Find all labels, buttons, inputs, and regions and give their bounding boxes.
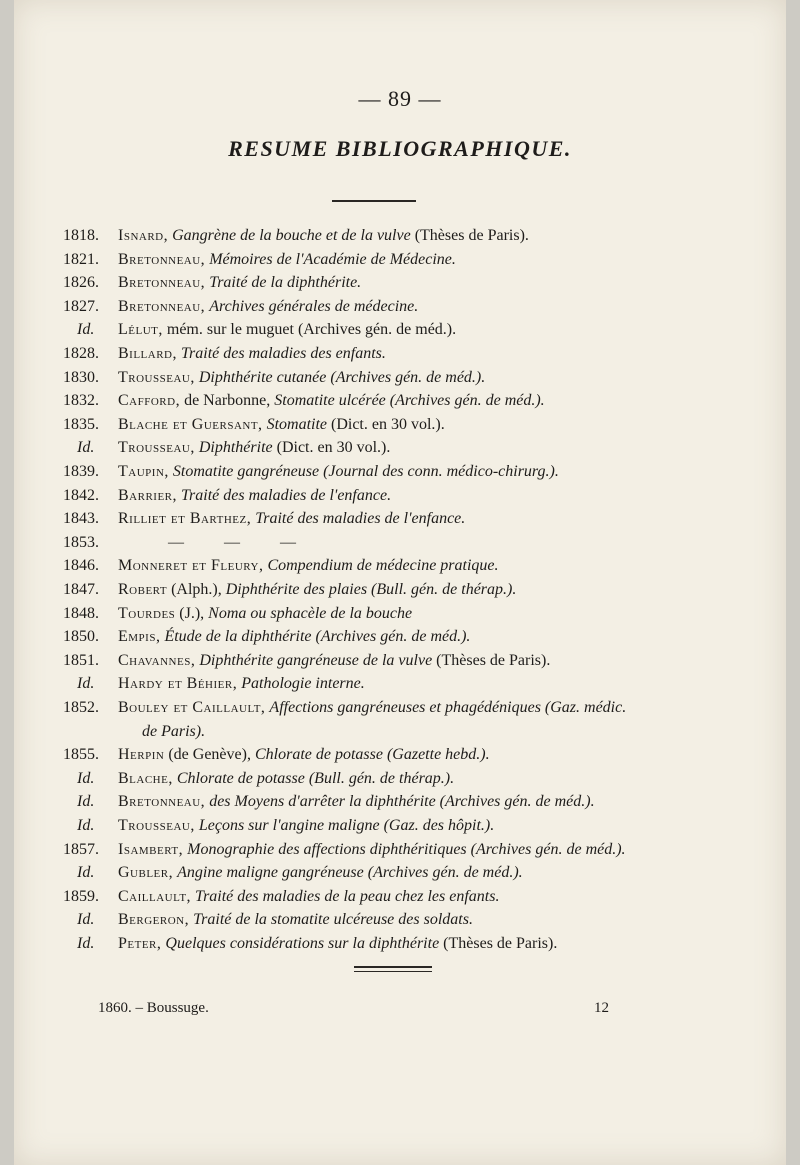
entry-work-title: Diphthérite (198, 439, 273, 457)
entry-text (118, 369, 485, 387)
entry-author: Herpin (118, 746, 165, 764)
entry-year: 1850. (63, 628, 99, 646)
entry-year: 1843. (63, 510, 99, 528)
entry-note: (Thèses de Paris). (410, 227, 529, 244)
entry-author: Lélut, (118, 321, 163, 339)
entry-text (118, 487, 391, 505)
entry-author: Robert (118, 581, 168, 598)
entry-work-title: Traité de la diphthérite. (209, 274, 362, 292)
entry-text (118, 345, 386, 363)
entry-work-title: Affections gangréneuses et phagédéniques (Gaz. médic. (269, 699, 627, 716)
page-title: RESUME BIBLIOGRAPHIQUE. (228, 136, 572, 161)
entry-note: (J.), (179, 604, 209, 622)
entry-year: 1821. (63, 250, 99, 268)
entry-work-title: Stomatite gangréneuse (Journal des conn. médico-chirurg.). (172, 463, 559, 480)
entry-note: (Dict. en 30 vol.). (272, 439, 391, 457)
entry-work-title: Quelques considérations sur la diphthérite (165, 935, 440, 952)
entry-text (118, 628, 470, 646)
title-divider (332, 200, 416, 202)
entry-author: Bretonneau, (118, 793, 206, 811)
entry-year: 1828. (63, 345, 99, 362)
entry-text (118, 817, 494, 835)
entry-work-title: Gangrène de la bouche et de la vulve (172, 227, 411, 244)
entry-year: 1855. (63, 746, 99, 764)
entry-author: Caillault, (118, 887, 192, 905)
entry-text (118, 274, 361, 292)
entry-note: (Dict. en 30 vol.). (327, 415, 445, 433)
entry-author: Billard, (118, 345, 177, 362)
entry-year: Id. (77, 817, 95, 834)
entry-text (118, 841, 626, 859)
entry-text (118, 746, 490, 764)
entry-text (118, 463, 559, 481)
entry-continuation: de Paris). (142, 722, 206, 740)
entry-year: 1826. (63, 274, 99, 292)
entry-text (118, 911, 473, 929)
entry-author: Bretonneau, (118, 250, 206, 268)
entry-author: Barrier, (118, 486, 178, 504)
footer-signature-number: 12 (594, 1000, 609, 1016)
entry-author: Bretonneau, (118, 297, 206, 315)
entry-work-title: Stomatite (266, 415, 327, 433)
entry-work-title: Stomatite ulcérée (Archives gén. de méd.). (274, 392, 545, 410)
entry-author: Blache, (118, 769, 173, 787)
entry-work-title: Traité de la stomatite ulcéreuse des soldats. (193, 911, 473, 929)
entry-year: 1846. (63, 557, 99, 575)
entry-year: Id. (77, 935, 95, 952)
entry-year: 1847. (63, 581, 99, 598)
entry-author: Bretonneau, (118, 274, 206, 292)
entry-text (118, 935, 557, 953)
entry-work-title: Monographie des affections diphthéritiques (Archives gén. de méd.). (187, 840, 626, 858)
entry-note: — — — (168, 533, 296, 551)
entry-author: Isambert, (118, 840, 184, 858)
entry-year: Id. (77, 864, 95, 882)
entry-text (118, 557, 499, 575)
entry-year: 1859. (63, 887, 99, 905)
entry-author: Blache et Guersant, (118, 415, 263, 433)
entry-author: Monneret et Fleury, (118, 557, 264, 575)
entry-note: de Narbonne, (184, 392, 275, 410)
entry-author: Hardy et Béhier, (118, 675, 238, 693)
entry-text (118, 321, 456, 339)
document-page (14, 0, 786, 1165)
entry-year: 1827. (63, 297, 99, 315)
page-number: — 89 — (358, 86, 442, 111)
entry-year: Id. (77, 769, 95, 787)
entry-author: Trousseau, (118, 439, 195, 457)
entry-note: (de Genève), (168, 746, 255, 764)
entry-note: (Thèses de Paris). (432, 651, 551, 669)
entry-year: 1848. (63, 604, 99, 622)
entry-author: Bouley et Caillault, (118, 699, 266, 716)
entry-text (118, 581, 516, 599)
entry-work-title: Chlorate de potasse (Bull. gén. de thérap.). (176, 769, 455, 787)
entry-note: (Thèses de Paris). (439, 935, 558, 952)
entry-text (118, 605, 412, 623)
entry-work-title: Angine maligne gangréneuse (Archives gén. de méd.). (177, 864, 523, 882)
entry-work-title: Traité des maladies de la peau chez les enfants. (195, 887, 500, 905)
entry-author: Isnard, (118, 227, 169, 244)
entry-author: Chavannes, (118, 651, 196, 669)
entry-text (118, 439, 390, 457)
entry-year: 1835. (63, 415, 99, 433)
entry-year: 1842. (63, 486, 99, 504)
entry-work-title: Mémoires de l'Académie de Médecine. (209, 250, 456, 268)
entry-year: Id. (77, 675, 95, 693)
entry-year: 1818. (63, 227, 99, 244)
entry-work-title: Traité des maladies de l'enfance. (181, 486, 392, 504)
entry-year: 1839. (63, 463, 99, 480)
entry-year: Id. (77, 793, 95, 811)
entry-author: Cafford, (118, 392, 181, 410)
entry-year: 1852. (63, 699, 99, 716)
footer-divider (354, 966, 432, 968)
entry-author: Empis, (118, 628, 161, 646)
entry-work-title: Diphthérite cutanée (Archives gén. de méd.). (198, 368, 486, 386)
entry-text (118, 699, 626, 717)
entry-author: Trousseau, (118, 817, 195, 834)
footer-printer: 1860. – Boussuge. (98, 1000, 209, 1016)
entry-work-title: Chlorate de potasse (Gazette hebd.). (254, 746, 490, 764)
entry-year: 1857. (63, 840, 99, 858)
entry-year: 1830. (63, 368, 99, 386)
entry-work-title: Leçons sur l'angine maligne (Gaz. des hôpit.). (198, 817, 495, 834)
entry-text (118, 251, 456, 269)
entry-author: Tourdes (118, 604, 176, 622)
entry-text (118, 888, 499, 906)
entry-work-title: des Moyens d'arrêter la diphthérite (Archives gén. de méd.). (209, 793, 595, 811)
entry-work-title: Diphthérite des plaies (Bull. gén. de thérap.). (225, 581, 517, 598)
entry-author: Trousseau, (118, 368, 195, 386)
entry-text (118, 392, 545, 410)
entry-text (118, 652, 550, 670)
entry-text (118, 227, 529, 245)
footer-divider-thin (354, 971, 432, 972)
entry-author: Taupin, (118, 463, 169, 480)
entry-text (118, 534, 296, 552)
entry-text (118, 416, 445, 434)
entry-year: 1832. (63, 392, 99, 410)
entry-text (118, 793, 595, 811)
entry-work-title: Archives générales de médecine. (209, 297, 419, 315)
entry-author: Gubler, (118, 864, 174, 882)
entry-work-title: Traité des maladies de l'enfance. (255, 510, 466, 528)
entry-year: Id. (77, 911, 95, 929)
entry-year: Id. (77, 321, 95, 339)
entry-text (118, 770, 454, 788)
entry-note: (Alph.), (171, 581, 226, 598)
entry-year: Id. (77, 439, 95, 457)
entry-author: Bergeron, (118, 911, 190, 929)
entry-work-title: Noma ou sphacèle de la bouche (208, 604, 413, 622)
entry-year: 1853. (63, 533, 99, 551)
entry-work-title: Diphthérite gangréneuse de la vulve (199, 651, 433, 669)
entry-author: Peter, (118, 935, 162, 952)
entry-work-title: Étude de la diphthérite (Archives gén. de méd.). (164, 628, 471, 646)
entry-note: mém. sur le muguet (Archives gén. de méd.). (166, 321, 457, 339)
entry-text (118, 675, 365, 693)
entry-author: Rilliet et Barthez, (118, 510, 252, 528)
entry-work-title: Pathologie interne. (241, 675, 365, 693)
entry-work-title: Compendium de médecine pratique. (267, 557, 499, 575)
entry-year: 1851. (63, 651, 99, 669)
entry-text (118, 298, 418, 316)
entry-text (118, 510, 465, 528)
entry-text (118, 864, 523, 882)
entry-work-title: Traité des maladies des enfants. (181, 345, 386, 362)
